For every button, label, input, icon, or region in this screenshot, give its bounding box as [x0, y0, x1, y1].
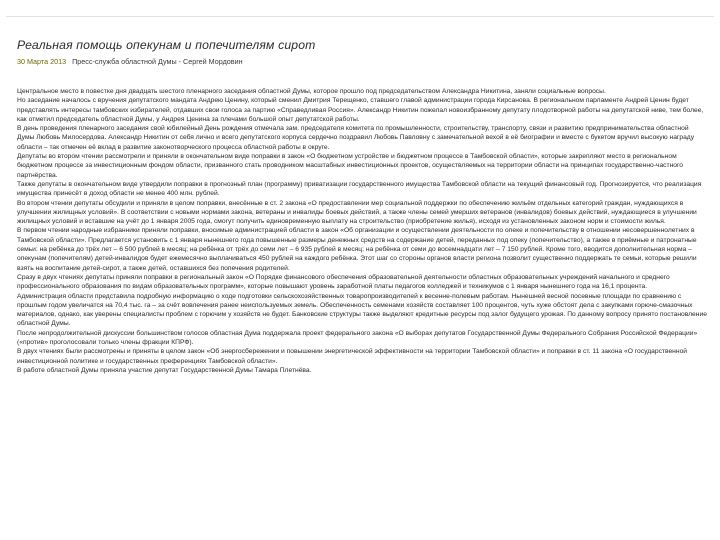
paragraph: В первом чтении народные избранники приняли поправки, вносимые администрацией области в закон «Об организации и осуществлении деятельности по опеке и попечительству в отношении несовершеннолетних в Тамбовской области». Предлагается установить с 1 января нынешнего года повышенные размеры денежных средств на содержание детей, переданных под опеку (попечительство), а также в приёмные и патронатные семьи: на ребёнка до трёх лет – 6 500 рублей в месяц; на ребёнка от трёх до семи лет – 6 935 рублей в месяц; на ребёнка от семи до восемнадцати лет – 7 150 рублей. Кроме того, вводится дополнительная норма – опекунам (попечителям) детей-инвалидов будет ежемесячно выплачиваться 450 рублей на каждого ребёнка. Этот шаг со стороны органов власти региона позволит существенно поддержать те семьи, которые решили взять на воспитание детей-сирот, а также детей, оставшихся без попечения родителей. [17, 227, 697, 272]
header-divider [6, 16, 714, 17]
paragraph: Во втором чтении депутаты обсудили и приняли в целом поправки, внесённые в ст. 2 закона «О предоставлении мер социальной поддержки по обеспечению жильём отдельных категорий граждан, нуждающихся в улучшении жилищных условий». В соответствии с новыми нормами закона, ветераны и инвалиды боевых действий, а также члены семей умерших ветеранов (инвалидов) боевых действий, нуждающиеся в улучшении жилищных условий и вставшие на учёт до 1 января 2005 года, смогут получить единовременную выплату на строительство (приобретение жилья), исходя из установленных законом норм и стоимости жилья. [17, 199, 697, 226]
paragraph: После непродолжительной дискуссии большинством голосов областная Дума поддержала проект федерального закона «О выборах депутатов Государственной Думы Федерального Собрания Российской Федерации» («против» проголосовали только члены фракции КПРФ). [17, 329, 698, 347]
paragraph: Сразу в двух чтениях депутаты приняли поправки в региональный закон «О Порядке финансового обеспечения образовательной деятельности областных образовательных учреждений начального и среднего профессионального образования по видам образовательных программ», которые повышают уровень заработной платы педагогов колледжей и техникумов с 1 января нынешнего года на 16,1 процента. [17, 273, 670, 291]
paragraph: В работе областной Думы приняла участие депутат Государственной Думы Тамара Плетнёва. [17, 366, 312, 374]
article-body [17, 87, 707, 375]
paragraph: Центральное место в повестке дня двадцать шестого пленарного заседания областной Думы, которое прошло под председательством Александра Никитина, заняли социальные вопросы. [17, 88, 606, 95]
article-title: Реальная помощь опекунам и попечителям сирот [17, 38, 316, 52]
paragraph: Депутаты во втором чтении рассмотрели и приняли в окончательном виде поправки в закон «О бюджетном устройстве и бюджетном процессе в Тамбовской области», которые закрепляют место в региональном бюджетном процессе за инвестиционным фондом области, призванного стать проводником масштабных инвестиционных проектов, осуществляемых на территории области на принципах государственно-частного партнёрства. [17, 153, 683, 179]
article-source: Пресс-служба областной Думы - Сергей Мордовин [72, 57, 243, 66]
article-meta [17, 57, 243, 66]
paragraph: Но заседание началось с вручения депутатского мандата Андрею Ценину, который сменил Дмитрия Терещенко, ставшего главой администрации города Кирсанова. В региональном парламенте Андрей Ценин будет представлять интересы тамбовских избирателей, отдавших свои голоса за партию «Справедливая Россия». Александр Никитин пожелал новоизбранному депутату плодотворной работы на депутатской ниве, тем более, как отметил председатель областной Думы, у Андрея Ценина за плечами большой опыт депутатской работы. [17, 97, 704, 123]
paragraph: В день проведения пленарного заседания свой юбилейный День рождения отмечала зам. председателя комитета по промышленности, строительству, транспорту, связи и развитию предпринимательства областной Думы Любовь Милосердова. Александр Никитин от себя лично и всего депутатского корпуса сердечно поздравил Любовь Павловну с замечательной вехой в её биографии и вместе с букетом вручил высокую награду области – так отмечен её вклад в развитие законотворческого процесса областной работы в округе. [17, 125, 695, 151]
paragraph: Также депутаты в окончательном виде утвердили поправки в прогнозный план (программу) приватизации государственного имущества Тамбовской области на текущий финансовый год. Прогнозируется, что реализация имущества принесёт в доход области не менее 400 млн. рублей. [17, 180, 702, 198]
paragraph: Администрация области представила подробную информацию о ходе подготовки сельскохозяйственных товаропроизводителей к весенне-полевым работам. Нынешней весной посевные площади по сравнению с прошлым годом увеличатся на 70,4 тыс. га – за счёт вовлечения ранее неиспользуемых земель. Обеспеченность семенами хозяйств составляет 100 процентов, чуть хуже обстоят дела с закупками горюче-смазочных материалов, однако, как уверены специалисты проблем с горючим у хозяйств не будет. Банковские структуры также выделяют кредитные ресурсы под залог будущего урожая. По данному вопросу принято постановление областной Думы. [17, 292, 707, 328]
paragraph: В двух чтениях были рассмотрены и приняты в целом закон «Об энергосбережении и повышении энергетической эффективности на территории Тамбовской области» и поправки в ст. 11 закона «О государственной инвестиционной политике и государственных преференциях Тамбовской области». [17, 348, 688, 365]
article-date: 30 Марта 2013 [17, 57, 67, 66]
